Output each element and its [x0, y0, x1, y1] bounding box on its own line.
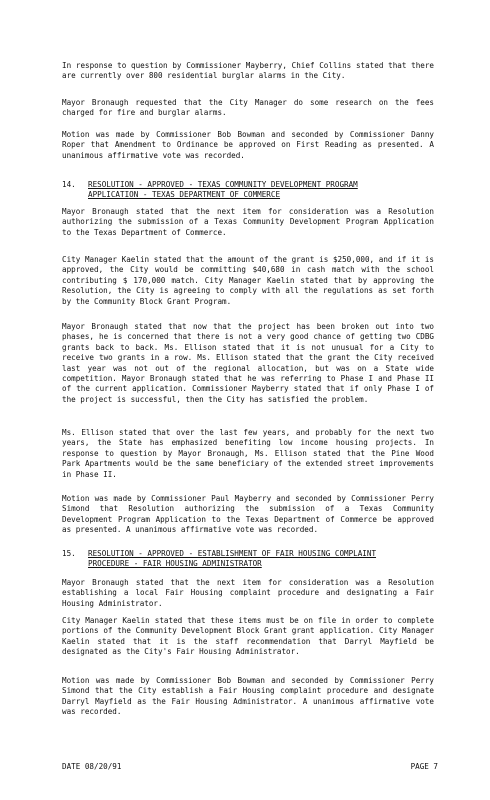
paragraph-motion-fair-housing: Motion was made by Commissioner Bob Bowman and seconded by Commissioner Perry Simond that the City establish a Fair Housing complaint procedure and designate Darryl Mayfield as the Fair Housing Administrator. A unanimous affirmative vote was recorded. — [62, 676, 434, 717]
paragraph-two-phases: Mayor Bronaugh stated that now that the project has been broken out into two phases, he is concerned that there is not a very good chance of getting two CDBG grants back to back. Ms. Ellison stated that it is not unusual for a City to receive two grants in a row. Ms. Ellison stated that the grant the City received last year was not out of the regional allocation, but was on a State wide competition. Mayor Bronaugh stated that he was referring to Phase I and Phase II of the current application. Commissioner Mayberry stated that if only Phase I of the project is successful, then the City has satisfied the problem. — [62, 322, 434, 404]
paragraph-grant-amount: City Manager Kaelin stated that the amount of the grant is $250,000, and if it is approved, the City would be committing $40,680 in cash match with the school contributing $ 170,000 match. City Manager Kaelin stated that by approving the Resolution, the City is agreeing to comply with all the regulations as set forth by the Community Block Grant Program. — [62, 255, 434, 306]
paragraph-alarm-fees: Mayor Bronaugh requested that the City Manager do some research on the fees charged for fire and burglar alarms. — [62, 98, 434, 118]
paragraph-motion-amendment: Motion was made by Commissioner Bob Bowman and seconded by Commissioner Danny Roper that Amendment to Ordinance be approved on First Reading as presented. A unanimous affirmative vote was recorded. — [62, 130, 434, 160]
section-heading-15 — [62, 549, 442, 570]
section-heading-14 — [62, 180, 442, 201]
section-title-line2: PROCEDURE - FAIR HOUSING ADMINISTRATOR — [88, 559, 262, 569]
page-number: PAGE 7 — [410, 762, 438, 771]
paragraph-motion-resolution: Motion was made by Commissioner Paul Mayberry and seconded by Commissioner Perry Simond that Resolution authorizing the submission of a Texas Community Development Program Application to the Texas Department of Commerce be approved as presented. A unanimous affirmative vote was recorded. — [62, 494, 434, 535]
section-number: 15. — [62, 549, 76, 558]
section-number: 14. — [62, 180, 76, 189]
paragraph-burglar-alarms: In response to question by Commissioner Mayberry, Chief Collins stated that there are currently over 800 residential burglar alarms in the City. — [62, 61, 434, 81]
section-title-line1: RESOLUTION - APPROVED - TEXAS COMMUNITY DEVELOPMENT PROGRAM — [88, 180, 358, 189]
paragraph-tcdp-intro: Mayor Bronaugh stated that the next item for consideration was a Resolution authorizing the submission of a Texas Community Development Program Application to the Texas Department of Commerce. — [62, 207, 434, 237]
paragraph-fair-housing-admin: City Manager Kaelin stated that these items must be on file in order to complete portions of the Community Development Block Grant grant application. City Manager Kaelin stated that it is the staff recommendation that Darryl Mayfield be designated as the City's Fair Housing Administrator. — [62, 616, 434, 657]
paragraph-fair-housing-intro: Mayor Bronaugh stated that the next item for consideration was a Resolution establishing a local Fair Housing complaint procedure and designating a Fair Housing Administrator. — [62, 578, 434, 608]
page-footer — [62, 762, 438, 772]
section-title-line1: RESOLUTION - APPROVED - ESTABLISHMENT OF FAIR HOUSING COMPLAINT — [88, 549, 377, 558]
meeting-date: DATE 08/20/91 — [62, 762, 122, 771]
section-title-line2: APPLICATION - TEXAS DEPARTMENT OF COMMERCE — [88, 190, 281, 200]
paragraph-low-income-housing: Ms. Ellison stated that over the last few years, and probably for the next two years, the State has emphasized benefiting low income housing projects. In response to question by Mayor Bronaugh, Ms. Ellison stated that the Pine Wood Park Apartments would be the same beneficiary of the extended street improvements in Phase II. — [62, 428, 434, 479]
